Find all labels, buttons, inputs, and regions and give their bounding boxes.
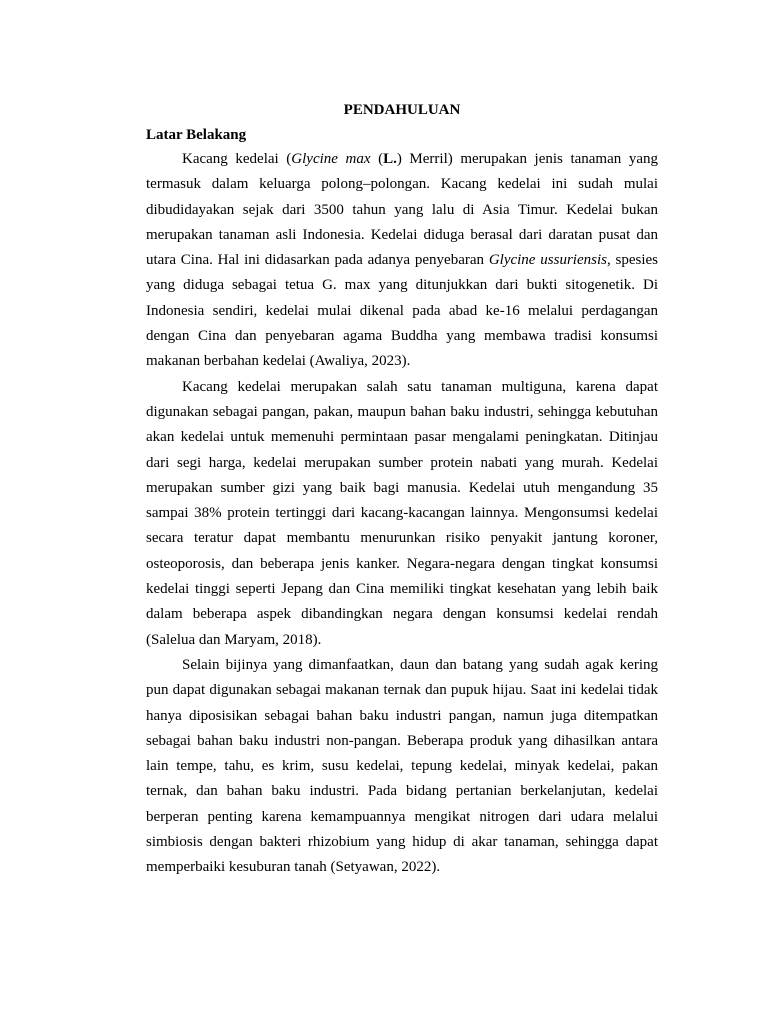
paragraph-1 xyxy=(146,147,658,375)
page-title: PENDAHULUAN xyxy=(343,102,461,118)
species-name: Glycine max xyxy=(291,151,371,167)
paragraph-text: ) Merril) merupakan jenis tanaman yang termasuk dalam keluarga polong–polongan. Kacang kedelai ini sudah mulai dibudidayakan sejak dari 3500 tahun yang lalu di Asia Timur. Kedelai bukan merupakan tanaman asli Indonesia. Kedelai diduga berasal dari daratan pusat dan utara Cina. Hal ini didasarkan pada adanya penyebaran xyxy=(146,151,658,269)
paragraph-2 xyxy=(146,375,658,653)
paragraph-text: Kacang kedelai merupakan salah satu tanaman multiguna, karena dapat digunakan sebagai pangan, pakan, maupun bahan baku industri, sehingga kebutuhan akan kedelai untuk memenuhi permintaan pasar mengalami peningkatan. Ditinjau dari segi harga, kedelai merupakan sumber protein nabati yang murah. Kedelai merupakan sumber gizi yang baik bagi manusia. Kedelai utuh mengandung 35 sampai 38% protein tertinggi dari kacang-kacangan lainnya. Mengonsumsi kedelai secara teratur dapat membantu menurunkan risiko penyakit jantung koroner, osteoporosis, dan beberapa jenis kanker. Negara-negara dengan tingkat konsumsi kedelai tinggi seperti Jepang dan Cina memiliki tingkat kesehatan yang lebih baik dalam beberapa aspek dibandingkan negara dengan konsumsi kedelai rendah (Salelua dan Maryam, 2018). xyxy=(146,378,658,648)
document-page xyxy=(146,100,658,881)
section-heading: Latar Belakang xyxy=(146,127,247,143)
species-name: Glycine ussuriensis xyxy=(488,252,607,269)
paragraph-text: Selain bijinya yang dimanfaatkan, daun dan batang yang sudah agak kering pun dapat digunakan sebagai makanan ternak dan pupuk hijau. Saat ini kedelai tidak hanya diposisikan sebagai bahan baku industri pangan, namun juga ditempatkan sebagai bahan baku industri non-pangan. Beberapa produk yang dihasilkan antara lain tempe, tahu, es krim, susu kedelai, tepung kedelai, minyak kedelai, pakan ternak, dan bahan baku industri. Pada bidang pertanian berkelanjutan, kedelai berperan penting karena kemampuannya mengikat nitrogen dari udara melalui simbiosis dengan bakteri rhizobium yang hidup di akar tanaman, sehingga dapat memperbaiki kesuburan tanah (Setyawan, 2022). xyxy=(146,656,658,876)
author-abbrev: L. xyxy=(383,151,397,167)
paragraph-3 xyxy=(146,653,658,881)
paragraph-text: , spesies yang diduga sebagai tetua G. max yang ditunjukkan dari bukti sitogenetik. Di Indonesia sendiri, kedelai mulai dikenal pada abad ke-16 melalui perdagangan dengan Cina dan penyebaran agama Buddha yang membawa tradisi konsumsi makanan berbahan kedelai (Awaliya, 2023). xyxy=(146,252,658,370)
paragraph-text: ( xyxy=(370,151,384,167)
paragraph-text: Kacang kedelai ( xyxy=(182,151,292,167)
